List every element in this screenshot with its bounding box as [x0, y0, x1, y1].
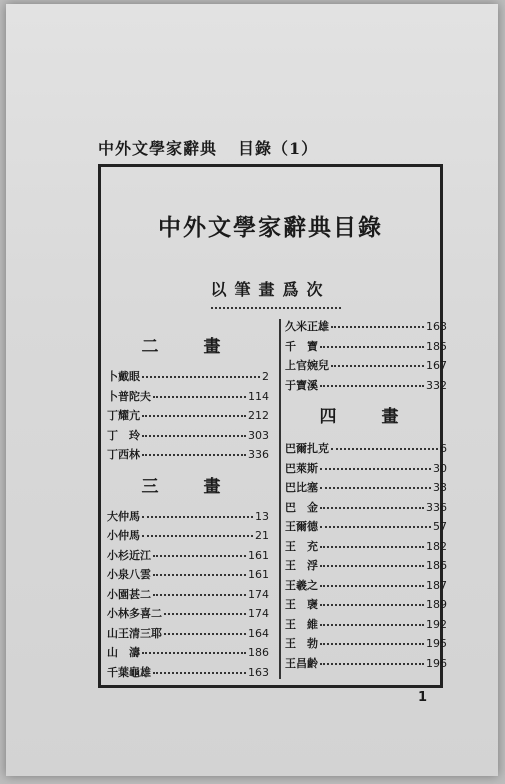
entry-page-number: 164 [248, 626, 269, 640]
contents-entry [285, 556, 447, 576]
entry-name: 王昌齡 [285, 656, 318, 670]
entry-name: 丁耀亢 [107, 409, 140, 422]
dot-leader [153, 671, 246, 674]
entry-name: 王 襃 [285, 598, 318, 611]
stroke-count-heading: 二 畫 [141, 337, 235, 357]
right-column [285, 317, 447, 673]
dot-leader [320, 545, 424, 548]
entry-page-number: 186 [248, 646, 269, 659]
stroke-count-heading: 四 畫 [319, 407, 413, 427]
entry-page-number: 187 [426, 578, 447, 592]
entry-name: 山王清三耶 [107, 626, 162, 640]
entry-page-number: 212 [248, 409, 269, 422]
entry-page-number: 332 [426, 378, 447, 392]
entry-page-number: 303 [248, 428, 269, 442]
entry-name: 于寶溪 [285, 378, 318, 392]
entry-page-number: 336 [426, 500, 447, 514]
entry-name: 小仲馬 [107, 529, 140, 542]
contents-entry [107, 546, 269, 566]
contents-entry [107, 367, 269, 387]
entry-page-number: 2 [262, 370, 269, 383]
entry-name: 千葉龜雄 [107, 665, 151, 679]
contents-entry [107, 426, 269, 446]
entry-name: 王爾德 [285, 520, 318, 533]
contents-frame [98, 164, 447, 688]
scanned-page [6, 4, 498, 776]
entry-name: 小杉近江 [107, 548, 151, 562]
entry-name: 王 勃 [285, 637, 318, 650]
entry-name: 巴爾扎克 [285, 442, 329, 455]
dot-leader [164, 632, 246, 635]
entry-page-number: 186 [426, 559, 447, 572]
dot-leader [142, 515, 253, 518]
running-header-book-title: 中外文學家辭典 [98, 139, 218, 158]
entry-name: 小園甚二 [107, 587, 151, 601]
entry-page-number: 182 [426, 539, 447, 553]
page-title: 中外文學家辭典目錄 [158, 214, 383, 241]
entry-page-number: 6 [440, 442, 447, 455]
entry-name: 山 濤 [107, 646, 140, 659]
entry-name: 王羲之 [285, 578, 318, 592]
contents-entry [107, 624, 269, 644]
entry-page-number: 192 [426, 617, 447, 631]
dot-leader [142, 651, 246, 654]
contents-entry [107, 663, 269, 683]
entry-name: 王 充 [285, 539, 318, 553]
contents-entry [285, 498, 447, 518]
entry-page-number: 161 [248, 568, 269, 581]
entry-page-number: 336 [248, 448, 269, 461]
entry-page-number: 174 [248, 587, 269, 601]
dot-leader [320, 603, 424, 606]
entry-page-number: 30 [433, 461, 447, 475]
dot-leader [153, 395, 246, 398]
entry-page-number: 196 [426, 656, 447, 670]
contents-entry [107, 526, 269, 546]
dot-leader [320, 584, 424, 587]
contents-entry [285, 317, 447, 337]
contents-entry [285, 634, 447, 654]
entry-page-number: 161 [248, 548, 269, 562]
contents-entry [285, 376, 447, 396]
entry-page-number: 163 [426, 320, 447, 333]
entry-name: 丁 玲 [107, 428, 140, 442]
dot-leader [320, 623, 424, 626]
dot-leader [320, 486, 431, 489]
entry-page-number: 114 [248, 389, 269, 403]
dot-leader [331, 364, 424, 367]
entry-name: 卜戴眼 [107, 370, 140, 383]
entry-page-number: 57 [433, 520, 447, 533]
contents-entry [107, 565, 269, 585]
dot-leader [320, 642, 424, 645]
dot-leader [331, 447, 438, 450]
entry-name: 王 浮 [285, 559, 318, 572]
entry-page-number: 174 [248, 607, 269, 620]
dot-leader [164, 612, 246, 615]
column-divider [279, 319, 281, 679]
entry-name: 卜普陀夫 [107, 389, 151, 403]
dot-leader [142, 434, 246, 437]
dot-leader [320, 525, 431, 528]
dot-leader [153, 593, 246, 596]
dot-leader [142, 375, 260, 378]
entry-name: 王 維 [285, 617, 318, 631]
dot-leader [320, 345, 424, 348]
page-number: 1 [418, 690, 428, 705]
contents-entry [285, 356, 447, 376]
dot-leader [320, 467, 431, 470]
contents-entry [107, 643, 269, 663]
dot-leader [142, 534, 253, 537]
dot-leader [153, 554, 246, 557]
entry-name: 大仲馬 [107, 509, 140, 523]
entry-page-number: 163 [248, 665, 269, 679]
contents-entry [107, 387, 269, 407]
contents-entry [107, 406, 269, 426]
decorative-rule [211, 299, 341, 309]
dot-leader [153, 573, 246, 576]
entry-name: 巴 金 [285, 500, 318, 514]
ordering-subtitle: 以筆畫爲次 [210, 280, 331, 299]
entry-name: 久米正雄 [285, 320, 329, 333]
stroke-count-heading: 三 畫 [141, 476, 235, 497]
dot-leader [331, 325, 424, 328]
contents-entry [107, 604, 269, 624]
contents-entry [285, 478, 447, 498]
contents-entry [285, 439, 447, 459]
contents-entry [107, 585, 269, 605]
contents-entry [285, 654, 447, 674]
dot-leader [320, 384, 424, 387]
entry-name: 丁西林 [107, 448, 140, 461]
entry-name: 小林多喜二 [107, 607, 162, 620]
dot-leader [142, 453, 246, 456]
dot-leader [142, 414, 246, 417]
entry-name: 巴萊斯 [285, 461, 318, 475]
contents-entry [285, 459, 447, 479]
entry-name: 千 寶 [285, 339, 318, 353]
entry-page-number: 185 [426, 339, 447, 353]
dot-leader [320, 506, 424, 509]
entry-page-number: 167 [426, 359, 447, 372]
entry-page-number: 13 [255, 509, 269, 523]
contents-entry [285, 337, 447, 357]
contents-entry [285, 517, 447, 537]
entry-page-number: 195 [426, 637, 447, 650]
entry-name: 巴比塞 [285, 481, 318, 494]
contents-entry [285, 537, 447, 557]
entry-name: 小泉八雲 [107, 568, 151, 581]
entry-page-number: 21 [255, 529, 269, 542]
contents-entry [285, 615, 447, 635]
entry-page-number: 33 [433, 481, 447, 494]
contents-entry [285, 595, 447, 615]
contents-entry [107, 445, 269, 465]
entry-page-number: 189 [426, 598, 447, 611]
running-header-section: 目錄（1） [238, 139, 319, 158]
dot-leader [320, 662, 424, 665]
dot-leader [320, 564, 424, 567]
left-column [107, 333, 269, 682]
contents-entry [107, 507, 269, 527]
contents-entry [285, 576, 447, 596]
entry-name: 上官婉兒 [285, 359, 329, 372]
